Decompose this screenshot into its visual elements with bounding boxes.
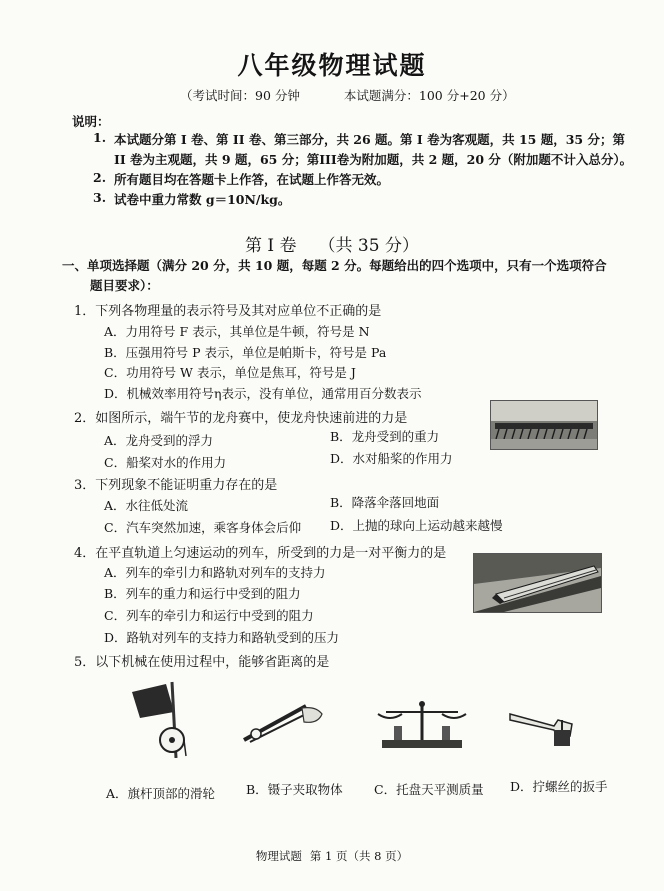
section-name: 第 I 卷 [245, 236, 297, 256]
q1-option-a: A．力用符号 F 表示，其单位是牛顿，符号是 N [104, 324, 370, 339]
q3-option-b: B．降落伞落回地面 [330, 495, 440, 510]
q2-option-a: A．龙舟受到的浮力 [104, 433, 214, 448]
q2-option-b: B．龙舟受到的重力 [330, 429, 440, 444]
train-image [474, 554, 601, 612]
section-total: （共 35 分） [318, 236, 419, 256]
train-photo [473, 553, 602, 613]
note-2-line1: 所有题目均在答题卡上作答，在试题上作答无效。 [114, 172, 390, 187]
q4-option-c: C．列车的牵引力和运行中受到的阻力 [104, 608, 314, 623]
exam-time: （考试时间：90 分钟 [180, 88, 300, 103]
flagpole-pulley-image [126, 678, 206, 758]
q4-option-b: B．列车的重力和运行中受到的阻力 [104, 586, 301, 601]
dragon-boat-image [491, 401, 597, 449]
note-1-line2: II 卷为主观题，共 9 题，65 分；第III卷为附加题，共 2 题，20 分（附加题不计入总分）。 [114, 152, 633, 167]
footer-page: 第 1 页（共 8 页） [309, 849, 409, 863]
q5-option-c: C．托盘天平测质量 [374, 782, 484, 797]
note-2-num: 2. [93, 170, 107, 185]
notes-heading: 说明： [72, 114, 110, 129]
q5-stem: 5．以下机械在使用过程中，能够省距离的是 [74, 655, 330, 670]
q1-option-b: B．压强用符号 P 表示，单位是帕斯卡，符号是 Pa [104, 345, 387, 360]
q2-stem: 2．如图所示，端午节的龙舟赛中，使龙舟快速前进的力是 [74, 411, 408, 426]
q1-option-c: C．功用符号 W 表示，单位是焦耳，符号是 J [104, 365, 356, 380]
q4-option-a: A．列车的牵引力和路轨对列车的支持力 [104, 565, 326, 580]
footer-label: 物理试题 [255, 849, 302, 863]
section-heading [0, 231, 664, 256]
q3-option-c: C．汽车突然加速，乘客身体会后仰 [104, 520, 302, 535]
dragon-boat-photo [490, 400, 598, 450]
balance-scale-image [372, 690, 472, 752]
q3-stem: 3．下列现象不能证明重力存在的是 [74, 478, 278, 493]
exam-subtitle [180, 86, 559, 104]
q5-option-d: D．拧螺丝的扳手 [510, 779, 608, 794]
q1-stem: 1．下列各物理量的表示符号及其对应单位不正确的是 [74, 304, 382, 319]
exam-title: 八年级物理试题 [237, 51, 427, 80]
q5-option-b: B．镊子夹取物体 [246, 782, 343, 797]
q3-option-d: D．上抛的球向上运动越来越慢 [330, 518, 503, 533]
q2-option-c: C．船桨对水的作用力 [104, 455, 227, 470]
q5-option-a: A．旗杆顶部的滑轮 [106, 786, 216, 801]
q4-stem: 4．在平直轨道上匀速运动的列车，所受到的力是一对平衡力的是 [74, 546, 447, 561]
q3-option-a: A．水往低处流 [104, 498, 189, 513]
note-1-num: 1. [93, 130, 107, 145]
part1-instruction-cont: 题目要求）： [90, 278, 159, 293]
wrench-image [506, 700, 580, 752]
page-footer [0, 848, 664, 864]
tweezers-image [236, 696, 326, 746]
note-1-line1: 本试题分第 I 卷、第 II 卷、第三部分，共 26 题。第 I 卷为客观题，共 15 题，35 分；第 [114, 132, 625, 147]
part1-instruction: 一、单项选择题（满分 20 分，共 10 题，每题 2 分。每题给出的四个选项中，只有一个选项符合 [62, 258, 607, 273]
q1-option-d: D．机械效率用符号η表示，没有单位，通常用百分数表示 [104, 386, 422, 401]
q2-option-d: D．水对船桨的作用力 [330, 451, 453, 466]
exam-score: 本试题满分：100 分+20 分） [343, 88, 515, 103]
q4-option-d: D．路轨对列车的支持力和路轨受到的压力 [104, 630, 340, 645]
note-3-line1: 试卷中重力常数 g＝10N/kg。 [114, 192, 291, 207]
note-3-num: 3. [93, 190, 107, 205]
